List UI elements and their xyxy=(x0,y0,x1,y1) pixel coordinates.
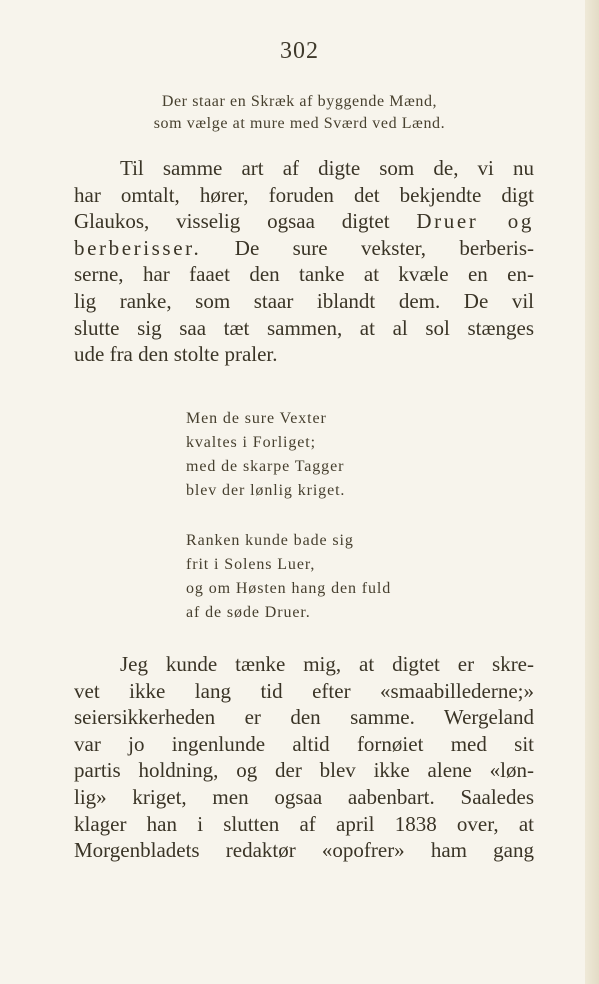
paragraph-2 xyxy=(74,651,534,864)
poem-line: af de søde Druer. xyxy=(186,604,311,621)
text-line: vet ikke lang tid efter «smaabillederne;» xyxy=(74,678,534,703)
epigraph xyxy=(0,91,599,135)
text-line: serne, har faaet den tanke at kvæle en en- xyxy=(74,262,534,287)
text-line: slutte sig saa tæt sammen, at al sol stænges xyxy=(74,315,534,340)
text-line: lig» kriget, men ogsaa aabenbart. Saaledes xyxy=(74,784,534,809)
text-line: har omtalt, hører, foruden det bekjendte digt xyxy=(74,182,534,207)
text-line: ude fra den stolte praler. xyxy=(74,342,278,367)
poem-line: og om Høsten hang den fuld xyxy=(186,580,392,597)
text-line: klager han i slutten af april 1838 over, at xyxy=(74,811,534,836)
page-edge-shadow xyxy=(585,0,599,984)
text-line xyxy=(74,208,534,235)
text-line: seiersikkerheden er den samme. Wergeland xyxy=(74,705,534,730)
text-line: partis holdning, og der blev ikke alene «løn- xyxy=(74,758,534,783)
poem-stanza-1 xyxy=(186,407,345,503)
spaced-title: berberisser. xyxy=(74,235,202,260)
text-line: Morgenbladets redaktør «opofrer» ham gang xyxy=(74,838,534,863)
poem-line: Ranken kunde bade sig xyxy=(186,532,354,549)
text-line xyxy=(74,235,534,262)
poem-line: Men de sure Vexter xyxy=(186,410,327,427)
paragraph-1 xyxy=(74,155,534,368)
spaced-title: Druer og xyxy=(416,209,534,234)
poem-stanza-2 xyxy=(186,529,391,625)
text-fragment: De sure vekster, berberis- xyxy=(201,235,534,260)
poem-line: med de skarpe Tagger xyxy=(186,458,345,475)
epigraph-line: Der staar en Skræk af byggende Mænd, xyxy=(161,93,438,110)
epigraph-line: som vælge at mure med Sværd ved Lænd. xyxy=(153,115,446,132)
text-line: Jeg kunde tænke mig, at digtet er skre- xyxy=(120,652,534,676)
page-number: 302 xyxy=(280,38,319,64)
text-fragment: Glaukos, visselig ogsaa digtet xyxy=(74,209,417,234)
text-line: var jo ingenlunde altid fornøiet med sit xyxy=(74,731,534,756)
text-line: lig ranke, som staar iblandt dem. De vil xyxy=(74,288,534,313)
poem-line: blev der lønlig kriget. xyxy=(186,482,346,499)
poem-line: kvaltes i Forliget; xyxy=(186,434,316,451)
poem-line: frit i Solens Luer, xyxy=(186,556,316,573)
text-line: Til samme art af digte som de, vi nu xyxy=(120,156,534,180)
